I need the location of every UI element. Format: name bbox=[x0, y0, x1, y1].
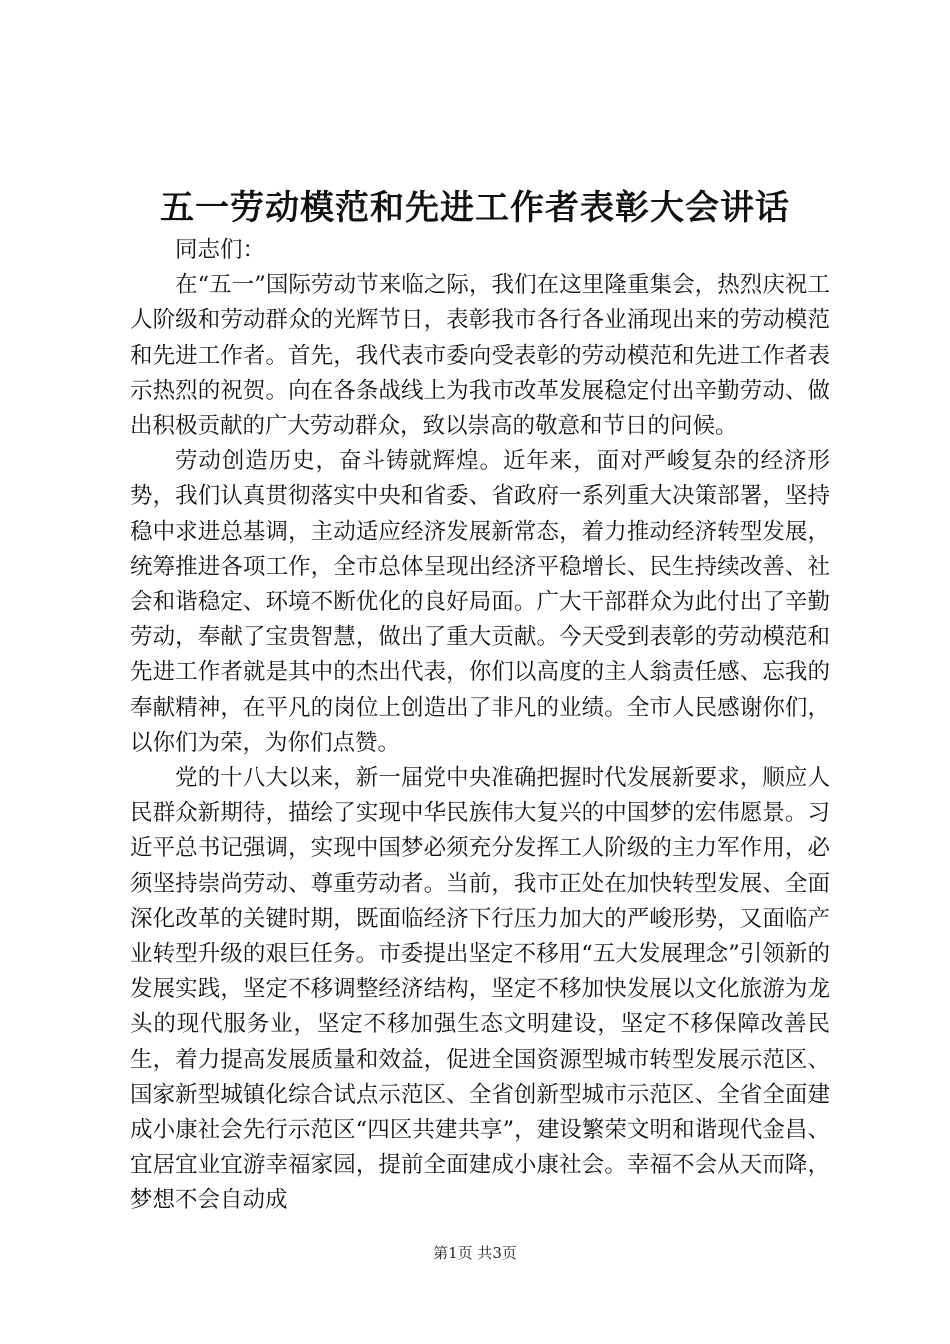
document-title: 五一劳动模范和先进工作者表彰大会讲话 bbox=[160, 188, 790, 228]
paragraph-1: 在“五一”国际劳动节来临之际，我们在这里隆重集会，热烈庆祝工人阶级和劳动群众的光辉节日，表彰我市各行各业涌现出来的劳动模范和先进工作者。首先，我代表市委向受表彰的劳动模范和先进工作者表示热烈的祝贺。向在各条战线上为我市改革发展稳定付出辛勤劳动、做出积极贡献的广大劳动群众，致以崇高的敬意和节日的问候。 bbox=[130, 272, 830, 440]
paragraph-3: 党的十八大以来，新一届党中央准确把握时代发展新要求，顺应人民群众新期待，描绘了实现中华民族伟大复兴的中国梦的宏伟愿景。习近平总书记强调，实现中国梦必须充分发挥工人阶级的主力军作用，必须坚持崇尚劳动、尊重劳动者。当前，我市正处在加快转型发展、全面深化改革的关键时期，既面临经济下行压力加大的严峻形势，又面临产业转型升级的艰巨任务。市委提出坚定不移用“五大发展理念”引领新的发展实践，坚定不移调整经济结构，坚定不移加快发展以文化旅游为龙头的现代服务业，坚定不移加强生态文明建设，坚定不移保障改善民生，着力提高发展质量和效益，促进全国资源型城市转型发展示范区、国家新型城镇化综合试点示范区、全省创新型城市示范区、全省全面建成小康社会先行示范区“四区共建共享”，建设繁荣文明和谐现代金昌、宜居宜业宜游幸福家园，提前全面建成小康社会。幸福不会从天而降，梦想不会自动成 bbox=[130, 765, 830, 1214]
paragraph-2: 劳动创造历史，奋斗铸就辉煌。近年来，面对严峻复杂的经济形势，我们认真贯彻落实中央和省委、省政府一系列重大决策部署，坚持稳中求进总基调，主动适应经济发展新常态，着力推动经济转型发展，统筹推进各项工作，全市总体呈现出经济平稳增长、民生持续改善、社会和谐稳定、环境不断优化的良好局面。广大干部群众为此付出了辛勤劳动，奉献了宝贵智慧，做出了重大贡献。今天受到表彰的劳动模范和先进工作者就是其中的杰出代表，你们以高度的主人翁责任感、忘我的奉献精神，在平凡的岗位上创造出了非凡的业绩。全市人民感谢你们，以你们为荣，为你们点赞。 bbox=[130, 448, 830, 756]
page-number-footer: 第1页 共3页 bbox=[433, 1244, 517, 1262]
greeting: 同志们： bbox=[175, 237, 266, 263]
document-body bbox=[130, 233, 830, 1219]
